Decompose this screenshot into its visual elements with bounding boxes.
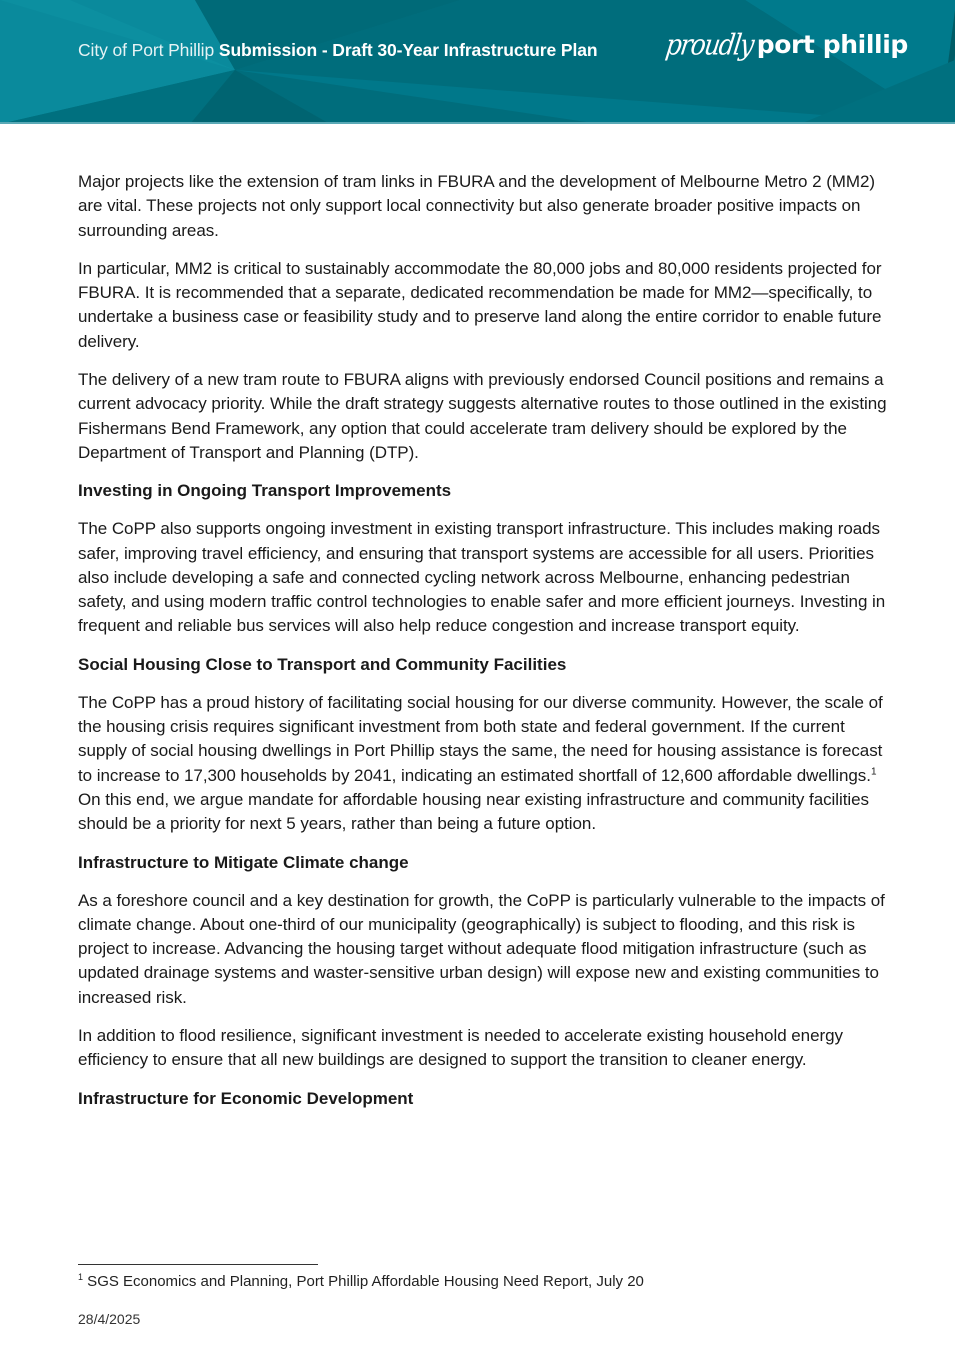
- header-divider: [0, 122, 955, 124]
- title-document: Submission - Draft 30-Year Infrastructure Plan: [218, 40, 598, 60]
- social-housing-text-part1: The CoPP has a proud history of facilitating social housing for our diverse community. However, the scale of the housing crisis requires significant investment from both state and federal government. If the current supply of social housing dwellings in Port Phillip stays the same, the need for housing assistance is forecast to increase to 17,300 households by 2041, indicating an estimated shortfall of 12,600 affordable dwellings.: [78, 692, 883, 785]
- paragraph-climate-vulnerability: As a foreshore council and a key destination for growth, the CoPP is particularly vulnerable to the impacts of climate change. About one-third of our municipality (geographically) is subject to flooding, and this risk is project to increase. Advancing the housing target without adequate flood mitigation infrastructure (such as updated drainage systems and waster-sensitive urban design) will expose new and existing communities to increased risk.: [78, 890, 885, 1007]
- page-date: 28/4/2025: [78, 1311, 141, 1327]
- title-organization: City of Port Phillip: [78, 40, 215, 60]
- logo-brand-text: port phillip: [756, 30, 908, 59]
- heading-social-housing: Social Housing Close to Transport and Community Facilities: [78, 654, 567, 674]
- footnote-number: 1: [78, 1272, 84, 1282]
- footnote: [78, 1273, 644, 1290]
- footnote-reference[interactable]: 1: [870, 765, 877, 777]
- paragraph-major-projects: Major projects like the extension of tram links in FBURA and the development of Melbourne Metro 2 (MM2) are vital. These projects not only support local connectivity but also generate broader positive impacts on surrounding areas.: [78, 172, 876, 240]
- social-housing-text-part2: On this end, we argue mandate for affordable housing near existing infrastructure and community facilities should be a priority for next 5 years, rather than being a future option.: [78, 789, 869, 834]
- logo-script-text: proudly: [663, 27, 756, 62]
- paragraph-tram-route: The delivery of a new tram route to FBURA aligns with previously endorsed Council positions and remains a current advocacy priority. While the draft strategy suggests alternative routes to those outlined in the existing Fishermans Bend Framework, any option that could accelerate tram delivery should be explored by the Department of Transport and Planning (DTP).: [78, 370, 887, 462]
- paragraph-mm2: In particular, MM2 is critical to sustainably accommodate the 80,000 jobs and 80,000 residents projected for FBURA. It is recommended that a separate, dedicated recommendation be made for MM2—specifically, to undertake a business case or feasibility study and to preserve land along the entire corridor to enable future delivery.: [78, 258, 882, 351]
- page-header: [0, 0, 955, 124]
- paragraph-energy-efficiency: In addition to flood resilience, significant investment is needed to accelerate existing household energy efficiency to ensure that all new buildings are designed to support the transition to cleaner energy.: [78, 1026, 843, 1070]
- heading-economic-development: Infrastructure for Economic Development: [78, 1088, 414, 1108]
- proudly-port-phillip-logo: [663, 27, 908, 74]
- document-title: [78, 40, 597, 61]
- heading-climate-change: Infrastructure to Mitigate Climate change: [78, 852, 409, 872]
- footnote-separator: [78, 1264, 318, 1265]
- footnote-text: SGS Economics and Planning, Port Phillip Affordable Housing Need Report, July 20: [83, 1273, 644, 1290]
- paragraph-social-housing: [78, 691, 888, 837]
- document-body: [78, 170, 888, 1125]
- heading-transport-improvements: Investing in Ongoing Transport Improvements: [78, 481, 452, 501]
- paragraph-transport-investment: The CoPP also supports ongoing investment in existing transport infrastructure. This includes making roads safer, improving travel efficiency, and ensuring that transport systems are accessible for all users. Priorities also include developing a safe and connected cycling network across Melbourne, enhancing pedestrian safety, and using modern traffic control technologies to enable safer and more efficient journeys. Investing in frequent and reliable bus services will also help reduce congestion and increase transport equity.: [78, 519, 886, 636]
